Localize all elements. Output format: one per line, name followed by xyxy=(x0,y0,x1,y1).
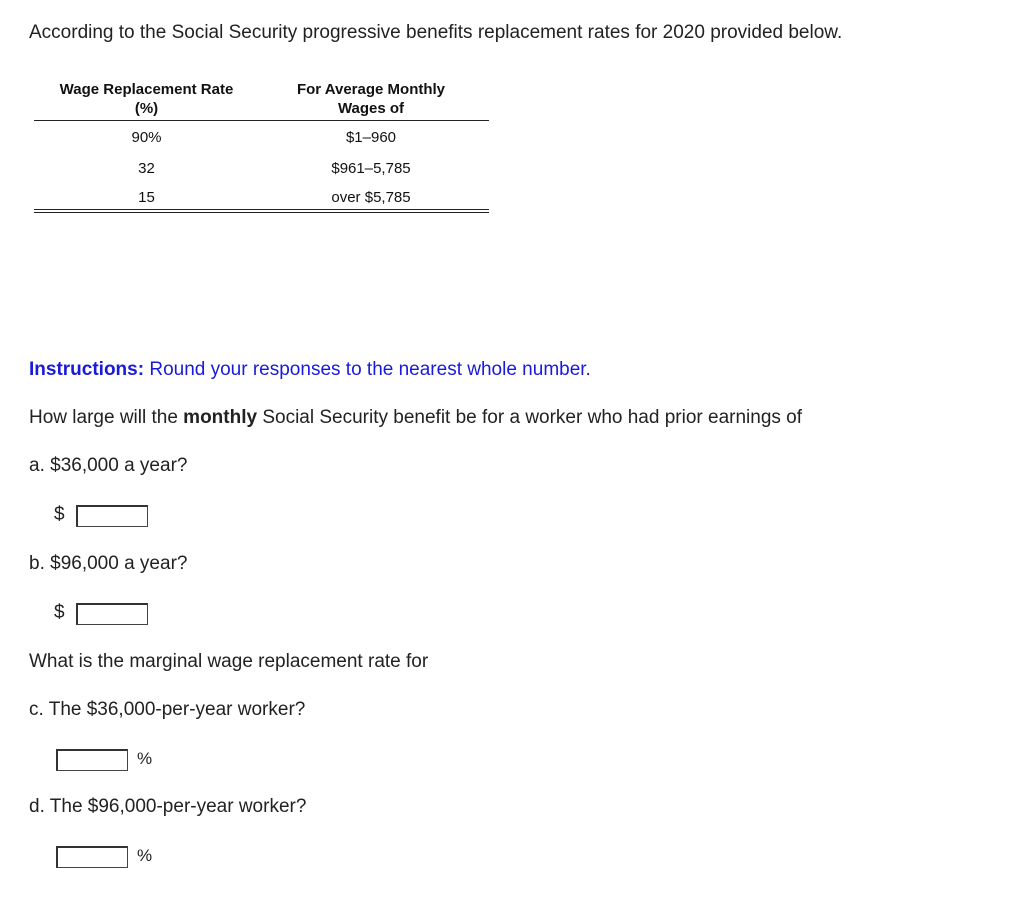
header-rate-line2: (%) xyxy=(134,100,159,117)
part-c-label: c. The $36,000-per-year worker? xyxy=(29,699,306,720)
instructions-text: Round your responses to the nearest whole number. xyxy=(144,359,591,380)
table-cell-rate: 90% xyxy=(131,129,162,146)
instructions-label: Instructions: xyxy=(29,359,145,380)
part-d-label: d. The $96,000-per-year worker? xyxy=(29,796,307,817)
question-text xyxy=(29,406,802,430)
header-wages xyxy=(276,80,466,118)
part-a-input[interactable] xyxy=(76,505,148,527)
marginal-prompt: What is the marginal wage replacement rate for xyxy=(29,651,429,672)
part-a-label: a. $36,000 a year? xyxy=(29,455,188,476)
footer-rule-bottom xyxy=(34,212,489,213)
table-cell-wages: $961–5,785 xyxy=(331,160,411,177)
part-b-label: b. $96,000 a year? xyxy=(29,553,188,574)
table-cell-rate: 15 xyxy=(138,189,155,206)
part-b-input[interactable] xyxy=(76,603,148,625)
header-rate xyxy=(34,80,259,118)
intro-text: According to the Social Security progressive benefits replacement rates for 2020 provided below. xyxy=(29,22,843,43)
part-d-unit: % xyxy=(137,846,153,865)
table-cell-rate: 32 xyxy=(138,160,155,177)
question-prefix: How large will the xyxy=(29,407,184,428)
header-rule xyxy=(34,120,489,121)
instructions xyxy=(29,358,591,382)
part-a-currency: $ xyxy=(54,504,65,525)
table-cell-wages: $1–960 xyxy=(345,129,397,146)
header-rate-line1: Wage Replacement Rate xyxy=(59,81,234,98)
part-b-currency: $ xyxy=(54,602,65,623)
question-bold: monthly xyxy=(183,407,258,428)
part-c-unit: % xyxy=(137,749,153,768)
table-cell-wages: over $5,785 xyxy=(331,189,411,206)
header-wages-line1: For Average Monthly xyxy=(296,81,446,98)
question-suffix: Social Security benefit be for a worker who had prior earnings of xyxy=(257,407,803,428)
header-wages-line2: Wages of xyxy=(337,100,405,117)
footer-rule-top xyxy=(34,209,489,210)
part-d-input[interactable] xyxy=(56,846,128,868)
part-c-input[interactable] xyxy=(56,749,128,771)
